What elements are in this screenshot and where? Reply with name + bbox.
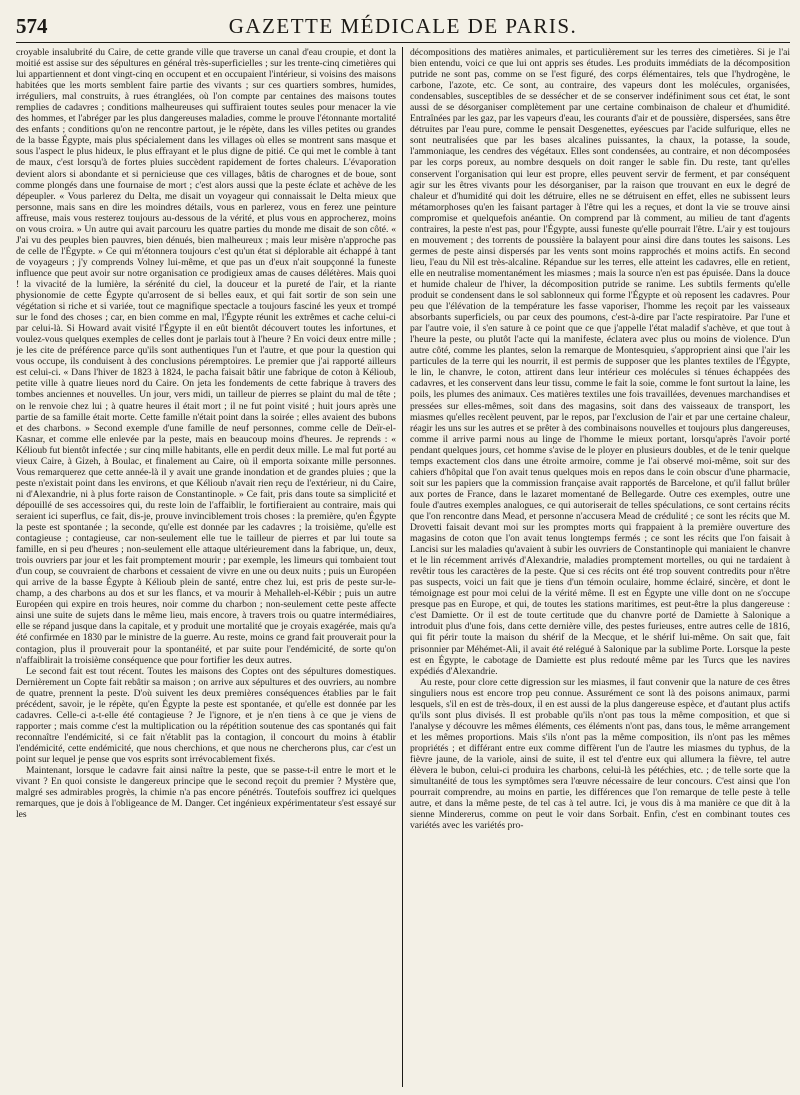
gazette-title: GAZETTE MÉDICALE DE PARIS. bbox=[228, 14, 578, 38]
paragraph: Au reste, pour clore cette digression sur les miasmes, il faut convenir que la nature de ces êtres singuliers nous est encore trop peu connue. Assurément ce sont là des poisons animaux, parmi lesquels, s'il en est de très-doux, il en est aussi de la plus dangereuse espèce, et d'autant plus actifs qu'ils sont plus divisés. Il est probable qu'ils n'ont pas tous la même composition, et que si l'analyse y découvre les mêmes éléments, ces éléments n'ont pas, dans tous, le même arrangement et les mêmes proportions. Mais s'ils n'ont pas la même composition, ils n'ont pas les mêmes propriétés ; et différant entre eux comme diffèrent l'un de l'autre les miasmes du typhus, de la fièvre jaune, de la variole, ainsi de suite, il est tel d'entre eux qui allumera la fièvre, tel autre élèvera le bubon, celui-ci produira les charbons, celui-là les pétéchies, etc. ; de telle sorte que la simultanéité de tous les symptômes sera l'œuvre nécessaire de leur concours. C'est ainsi que l'on pourrait comprendre, au moins en partie, les différences que l'on remarque de telle peste à telle autre, et dans la même peste, de tel cas à tel autre. Ici, je vous dis à ma manière ce que dit à la sienne Mindererus, comme on peut le voir dans Sorbait. Enfin, c'est en combinant toutes ces variétés avec les variétés pro- bbox=[410, 676, 790, 832]
paragraph: décompositions des matières animales, et particulièrement sur les terres des cimetières. Si je l'ai bien entendu, voici ce que lui ont appris ses études. Les produits immédiats de la décomposition putride ne sont pas, comme on se l'est figuré, des corps élémentaires, tels que l'hydrogène, le carbone, l'azote, etc. Ce sont, au contraire, des vapeurs dont les molécules, organisées, condensables, susceptibles de se dessécher et de se conserver indéfiniment sous cet état, le sont aussi de se désorganiser complètement par une certaine combinaison de chaleur et d'humidité. Entraînées par les gaz, par les vapeurs d'eau, les courants d'air et de poussière, dispersées, sans être détruites par l'eau pure, comme le pensait Desgenettes, eyéescues par l'acide sulfurique, elles ne sont neutralisées que par les bases alcalines puissantes, la chaux, la potasse, la soude, l'ammoniaque, les cendres des végétaux. Elles sont condensées, au contraire, et non décomposées par les corps poreux, au nombre desquels on doit ranger le sable fin. Du reste, tant qu'elles conservent l'organisation qui leur est propre, elles peuvent servir de ferment, et par conséquent agir sur les êtres vivants pour les désorganiser, par la raison que trouvant en eux le degré de chaleur et d'humidité qui doit les détruire, elles ne se détruisent en effet, elles ne subissent leurs métamorphoses qu'en les faisant partager à l'être qui les a reçues, et dont la vie se trouve ainsi compromise et quelquefois anéantie. On comprend par là comment, au milieu de tant d'agents contraires, la peste n'est pas, pour l'Égypte, aussi funeste qu'elle pourrait l'être. L'air y est toujours en mouvement ; des torrents de poussière la balayent pour ainsi dire dans toutes les saisons. Les germes de peste ainsi dispersés par les vents sont moins rapprochés et moins actifs. En second lieu, l'eau du Nil est très-alcaline. Répandue sur les terres, elle atteint les cadavres, elle en retient, elle en neutralise momentanément les miasmes ; mais la source n'en est pas épuisée. Dans la douce et humide chaleur de l'hiver, la décomposition putride se ranime. Les subtils ferments qu'elle produit se condensent dans le sol sablonneux qui forme l'Égypte et où reposent les cadavres. Pour peu que l'élévation de la température les fasse vaporiser, l'homme les reçoit par les vaisseaux absorbants superficiels, ou par ceux des poumons, c'est-à-dire par l'acte respiratoire. Par l'une et par l'autre voie, il s'en sature à ce point que ce que j'appelle l'état maladif s'achève, et que tout à l'heure la peste, ou plutôt l'acte qui la manifeste, éclatera avec plus ou moins de violence. D'un autre côté, comme les plantes, selon la remarque de Montesquieu, s'approprient ainsi que l'air les particules de la terre qui les nourrit, il est permis de supposer que les plantes textiles de l'Égypte, le lin, le chanvre, le coton, attirent dans leur intérieur ces molécules si ténues échappées des cadavres, et les conservent dans leur tissu, comme le fait la soie, comme le font surtout la laine, les poils, les plumes des animaux. Ces matières textiles une fois travaillées, devenues marchandises et pressées sur elles-mêmes, soit dans des magasins, soit dans des vaisseaux de transport, les miasmes qu'elles recèlent peuvent, par le repos, par l'exclusion de l'air et par une certaine chaleur, réagir les uns sur les autres et se prêter à des combinaisons nouvelles et toujours plus dangereuses, comme il arrive parmi nous au linge de l'homme le mieux portant, lorsqu'après l'avoir porté pendant quelques jours, cet homme s'avise de le ployer en plusieurs doubles, et de le tenir quelque temps exactement clos dans une étroite armoire, comme je l'ai observé moi-même, soit sur des cahiers d'hôpital que l'on avait tenus quelques mois en repos dans le coin obscur d'une pharmacie, soit sur les papiers que la commission française avait rapportés de Barcelone, et qu'il fallut brûler aux portes de France, dans le lazaret momentané de Bellegarde. Outre ces exemples, outre une foule d'autres exemples analogues, ce qui autoriserait de telles spéculations, ce sont certains récits que l'on rencontre dans Mead, et personne n'accusera Mead de crédulité ; ce sont les récits que M. Drovetti faisait devant moi sur les promptes morts qui frappaient à la première ouverture des magasins de coton que l'on avait tenus longtemps fermés ; ce sont les récits que l'on faisait à Lancisi sur les maladies qu'avaient à subir les ouvriers de Constantinople qui maniaient le chanvre et le lin récemment arrivés d'Alexandrie, maladies promptement mortelles, ou qui ne tardaient à revêtir tous les caractères de la peste. Que si ces récits ont été trop souvent contredits pour n'être pas suspects, voici un fait que je tiens d'un témoin oculaire, homme éclairé, sincère, et dont le témoignage est pour moi celui de la vérité même. Il est en Égypte une ville dont on ne s'occupe presque pas en Europe, et qui, de toutes les stations maritimes, est peut-être la plus dangereuse : c'est Damiette. Or il est de toute certitude que du chanvre porté de Damiette à Salonique a introduit plus d'une fois, dans cette dernière ville, des pestes furieuses, entre autres celle de 1816, qui fit périr toute la maison du shérif de la Mecque, et le shérif lui-même. On sait que, fait prisonnier par Méhémet-Ali, il avait été relégué à Salonique par la sublime Porte. Lorsque la peste est en Égypte, le cabotage de Damiette est plus redouté même par les Turcs que les navires expédiés d'Alexandrie. bbox=[410, 47, 790, 677]
page-number: 574 bbox=[16, 14, 48, 38]
article-columns bbox=[16, 47, 790, 1087]
paragraph: croyable insalubrité du Caire, de cette grande ville que traverse un canal d'eau croupie, et dont la moitié est assise sur des sépultures en général très-superficielles ; sur les trente-cinq cimetières qui lui appartiennent et dont vingt-cinq en occupent et en occupaient l'intérieur, si voisins des maisons habitées que les morts semblent faire partie des vivants ; sur ces quartiers sombres, humides, irréguliers, mal construits, à rues étranglées, où l'on compte par centaines des maisons toutes remplies de cadavres ; conditions malheureuses qui suffiraient toutes seules pour menacer la vie des hommes, et l'abréger par les plus dangereuses maladies, comme le prouve l'étonnante mortalité des enfants ; conditions qu'on ne rencontre partout, je le répète, dans les villes petites ou grandes de la basse Égypte, mais plus spécialement dans les villages où elles se montrent sans masque et sous l'aspect le plus hideux, le plus effrayant et le plus digne de pitié. Ce qui met le comble à tant de maux, c'est lorsqu'à de fortes pluies succèdent rapidement de fortes chaleurs. L'évaporation devient alors si abondante et si pernicieuse que ces villages, bâtis de charognes et de boue, sont comme plongés dans une fournaise de mort ; c'est alors aussi que la peste éclate et achève de les dépeupler. « Vous parlerez du Delta, me disait un voyageur qui connaissait le Delta mieux que personne, mais sans en dire les moindres détails, vous en parlerez, vous en ferez une peinture affreuse, mais vous resterez toujours au-dessous de la vérité, et plus vous en approcherez, moins on vous croira. » Un autre qui avait parcouru les quatre parties du monde me disait de son côté. « J'ai vu des peuples bien pauvres, bien dénués, bien malheureux ; mais leur misère n'approche pas de celle de l'Égypte. » Ce qui m'étonnera toujours c'est qu'un état si déplorable ait échappé à tant de voyageurs ; j'y comprends Volney lui-même, et que pas un d'eux n'ait soupçonné la funeste influence que peut avoir sur notre organisation ce prodigieux amas de causes délétères. Mais quoi ! la vivacité de la lumière, la sérénité du ciel, la douceur et la pureté de l'air, et la riante physionomie de cette Égypte qu'arrosent de si belles eaux, et qui fait sortir de son sein une végétation si riche et si variée, tout ce magnifique spectacle a toujours fasciné les yeux et trompé sur le fond des choses ; car, en bien comme en mal, l'Égypte réunit les extrêmes et cache celui-ci par celui-là. Si Howard avait visité l'Égypte il en eût bientôt découvert toutes les infortunes, et voulez-vous quelques exemples de celles dont je parlais tout à l'heure ? En voici deux entre mille ; je les cite de préférence parce qu'ils sont authentiques l'un et l'autre, et que pour la question qui vous occupe, ils conduisent à des conclusions péremptoires. Le premier que j'ai rapporté ailleurs est celui-ci. « Dans l'hiver de 1823 à 1824, le pacha faisait bâtir une fabrique de coton à Kélioub, petite ville à quatre lieues nord du Caire. On jeta les fondements de cette fabrique à travers des tombes anciennes et nouvelles. Un jour, vers midi, un tailleur de pierres se plaint du mal de tête ; on le renvoie chez lui ; à quatre heures il était mort ; il ne fut point visité ; huit jours après une partie de sa famille était morte. Cette famille n'était point dans la soirée ; elles avaient des bubons et des charbons. » Second exemple d'une famille de neuf personnes, comme celle de Deïr-el-Kasnar, et comme elle enlevée par la peste, mais en beaucoup moins d'heures. Je reprends : « Kélioub fut bientôt infectée ; sur cinq mille habitants, elle en perdit deux mille. Le mal fut porté au vieux Caire, à Gizeh, à Boulac, et finalement au Caire, où il emporta soixante mille personnes. Vous remarquerez que cette année-là il y avait une grande inondation et de grandes pluies ; que la peste n'existait point dans les environs, et que Kélioub n'avait rien reçu de l'extérieur, ni du Caire, ni d'Alexandrie, ni à plus forte raison de Constantinople. » Ce fait, pris dans toute sa simplicité et dépouillé de ses accessoires qui, du reste loin de l'affaiblir, le fortifieraient au contraire, mais qui seraient ici superflus, ce fait, dis-je, prouve invinciblement trois choses : la première, qu'en Égypte la peste est spontanée ; la seconde, qu'elle est donnée par les cadavres ; la troisième, qu'elle est contagieuse ; contagieuse, car non-seulement elle tue le tailleur de pierres et par lui toute sa famille, en si peu d'heures ; non-seulement elle attaque ultérieurement dans la fabrique, un, deux, trois ouvriers par jour et les fait promptement mourir ; par exemple, les limeurs qui tombaient tout d'un coup, se couvraient de charbons et cessaient de vivre en une ou deux nuits ; puis un Européen qui arrive de la basse Égypte à Kélioub plein de santé, entre chez lui, est pris de peste sur-le-champ, a des charbons au dos et sur les flancs, et va mourir à Mehalleh-el-Kébir ; puis un autre Européen qui expire en trois heures, noir comme du charbon ; non-seulement cette peste affecte ainsi une suite de sujets dans le même lieu, mais encore, à travers trois ou quatre intermédiaires, elle se répand jusque dans la capitale, et y produit une mortalité que je croyais exagérée, mais qu'a été confirmée en 1830 par le ministre de la guerre. Au reste, moins ce grand fait prouverait pour la contagion, plus il prouverait pour la spontanéité, et par suite pour l'endémicité, de sorte qu'on n'affaiblirait la troisième conséquence que pour fortifier les deux autres. bbox=[16, 47, 396, 666]
left-column bbox=[16, 47, 402, 1087]
page-header bbox=[16, 14, 790, 43]
paragraph: Maintenant, lorsque le cadavre fait ainsi naître la peste, que se passe-t-il entre le mort et le vivant ? En quoi consiste le dangereux principe que le second reçoit du premier ? Mystère que, malgré ses admirables progrès, la chimie n'a pas encore pénétrés. Toutefois souffrez ici quelques remarques, que je dois à l'obligeance de M. Danger. Cet ingénieux expérimentateur s'est essayé sur les bbox=[16, 765, 396, 821]
right-column bbox=[402, 47, 790, 1087]
paragraph: Le second fait est tout récent. Toutes les maisons des Coptes ont des sépultures domestiques. Dernièrement un Copte fait rebâtir sa maison ; on arrive aux sépultures et des ouvriers, au nombre de quatre, prennent la peste. D'où suivent les deux premières conséquences établies par le fait précédent, savoir, je le répète, qu'en Égypte la peste est spontanée, et qu'elle est donnée par les cadavres. Celle-ci a-t-elle été contagieuse ? Je l'ignore, et je n'en tiens à ce que je viens de rapporter ; mais comme c'est la multiplication ou la répétition soutenue des cas spontanés qui fait reconnaître l'endémicité, si ce fait n'établit pas la contagion, il concourt du moins à établir l'endémicité, cette endémicité, que nous cherchions, et que nous ne chercherons plus, car c'est un point sur lequel je pense que vos esprits sont irrévocablement fixés. bbox=[16, 665, 396, 765]
